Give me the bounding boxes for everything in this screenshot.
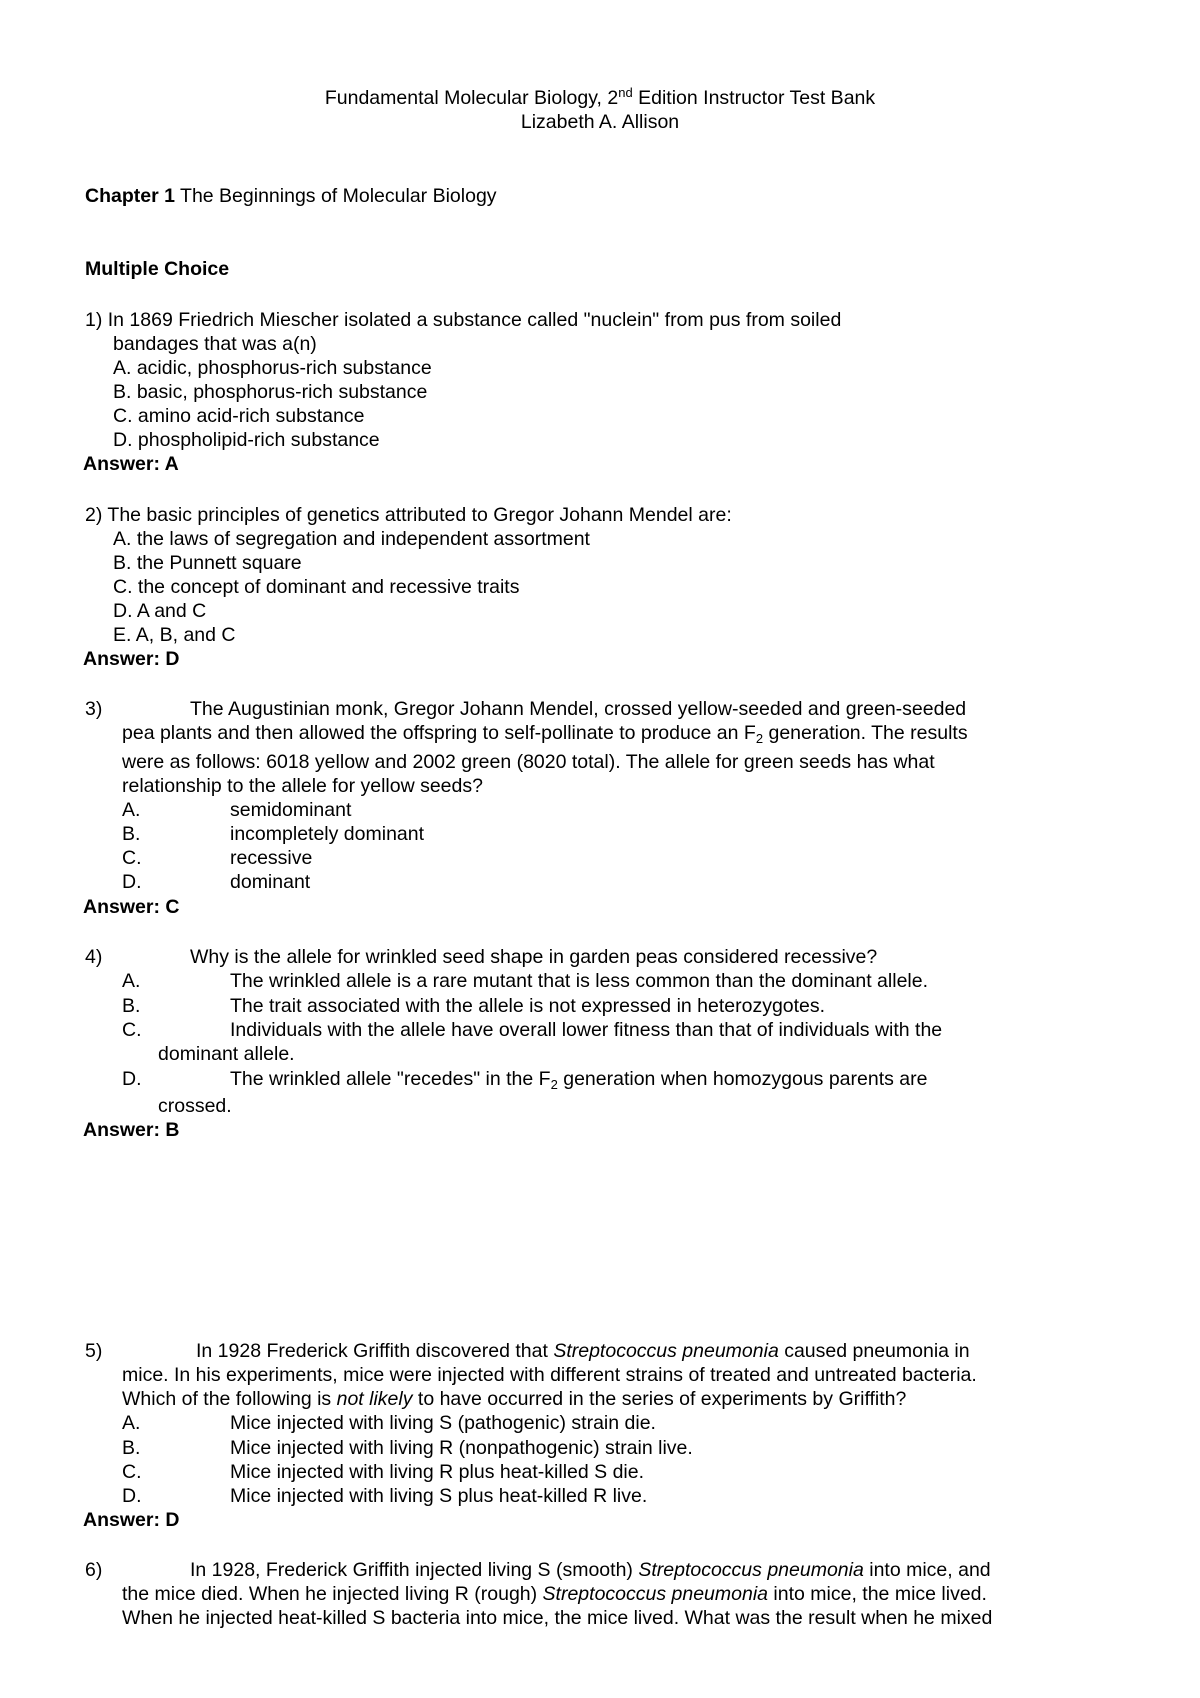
question-5-option-a-label: A. [122,1412,141,1434]
question-4-option-d-cont: crossed. [158,1095,232,1117]
question-3-option-b-label: B. [122,823,141,845]
question-3-option-b: incompletely dominant [230,823,425,845]
question-3-answer: Answer: C [83,896,180,918]
question-5-number: 5) [85,1340,103,1362]
question-3-option-c-label: C. [122,847,142,869]
question-5-answer: Answer: D [83,1509,180,1531]
question-4-option-c-cont: dominant allele. [158,1043,295,1065]
question-5-stem-cont-2: Which of the following is not likely to have occurred in the series of experiments by Griffith? [122,1388,907,1410]
chapter-heading: Chapter 1 The Beginnings of Molecular Biology [85,185,497,207]
question-3-stem-cont: pea plants and then allowed the offspring to self-pollinate to produce an $F_2$ generation. The results [122,722,968,746]
question-6-stem-cont: the mice died. When he injected living R (rough) Streptococcus pneumonia into mice, the mice lived. [122,1583,987,1605]
question-1-option-c: C. amino acid-rich substance [113,405,365,427]
question-4-option-c: Individuals with the allele have overall lower fitness than that of individuals with the [230,1019,943,1041]
question-4-option-c-label: C. [122,1019,142,1041]
question-5-option-d-label: D. [122,1485,142,1507]
question-1-option-a: A. acidic, phosphorus-rich substance [113,357,432,379]
question-1-answer: Answer: A [83,453,179,475]
question-3-number: 3) [85,698,103,720]
question-4-option-d: The wrinkled allele "recedes" in the $F_2$ generation when homozygous parents are [230,1068,928,1092]
question-4-option-a: The wrinkled allele is a rare mutant that is less common than the dominant allele. [230,970,929,992]
question-3-stem-cont-2: were as follows: 6018 yellow and 2002 green (8020 total). The allele for green seeds has what [122,751,935,773]
question-5-option-c: Mice injected with living R plus heat-killed S die. [230,1461,645,1483]
question-3-stem-cont-3: relationship to the allele for yellow seeds? [122,775,483,797]
question-2-stem: 2) The basic principles of genetics attributed to Gregor Johann Mendel are: [85,504,732,526]
question-4-number: 4) [85,946,103,968]
question-2-option-b: B. the Punnett square [113,552,302,574]
question-4-option-d-label: D. [122,1068,142,1090]
question-2-option-a: A. the laws of segregation and independent assortment [113,528,590,550]
question-2-option-e: E. A, B, and C [113,624,236,646]
question-3-option-d-label: D. [122,871,142,893]
question-1-stem-cont: bandages that was a(n) [113,333,317,355]
question-1-option-d: D. phospholipid-rich substance [113,429,380,451]
question-6-stem-cont-2: When he injected heat-killed S bacteria into mice, the mice lived. What was the result when he mixed [122,1607,993,1629]
question-1-option-b: B. basic, phosphorus-rich substance [113,381,428,403]
question-5-option-d: Mice injected with living S plus heat-killed R live. [230,1485,648,1507]
question-4-stem: Why is the allele for wrinkled seed shape in garden peas considered recessive? [190,946,878,968]
question-3-option-d: dominant [230,871,311,893]
question-3-option-a: semidominant [230,799,352,821]
question-1-stem: 1) In 1869 Friedrich Miescher isolated a substance called "nuclein" from pus from soiled [85,309,842,331]
document-title: Fundamental Molecular Biology, 2nd Edition Instructor Test Bank [324,85,876,109]
question-2-answer: Answer: D [83,648,180,670]
question-4-answer: Answer: B [83,1119,180,1141]
question-5-option-b-label: B. [122,1437,141,1459]
question-6-number: 6) [85,1559,103,1581]
question-4-option-b: The trait associated with the allele is not expressed in heterozygotes. [230,995,826,1017]
question-6-stem: In 1928, Frederick Griffith injected living S (smooth) Streptococcus pneumonia into mice, and [190,1559,991,1581]
question-5-option-b: Mice injected with living R (nonpathogenic) strain live. [230,1437,693,1459]
question-3-option-a-label: A. [122,799,141,821]
question-5-stem: In 1928 Frederick Griffith discovered that Streptococcus pneumonia caused pneumonia in [196,1340,970,1362]
question-2-option-d: D. A and C [113,600,207,622]
document-author: Lizabeth A. Allison [520,111,680,133]
section-heading: Multiple Choice [85,258,230,280]
question-4-option-b-label: B. [122,995,141,1017]
question-5-option-c-label: C. [122,1461,142,1483]
question-2-option-c: C. the concept of dominant and recessive traits [113,576,520,598]
question-5-option-a: Mice injected with living S (pathogenic) strain die. [230,1412,656,1434]
question-4-option-a-label: A. [122,970,141,992]
question-3-stem: The Augustinian monk, Gregor Johann Mendel, crossed yellow-seeded and green-seeded [190,698,967,720]
question-5-stem-cont: mice. In his experiments, mice were injected with different strains of treated and untreated bacteria. [122,1364,977,1386]
question-3-option-c: recessive [230,847,313,869]
